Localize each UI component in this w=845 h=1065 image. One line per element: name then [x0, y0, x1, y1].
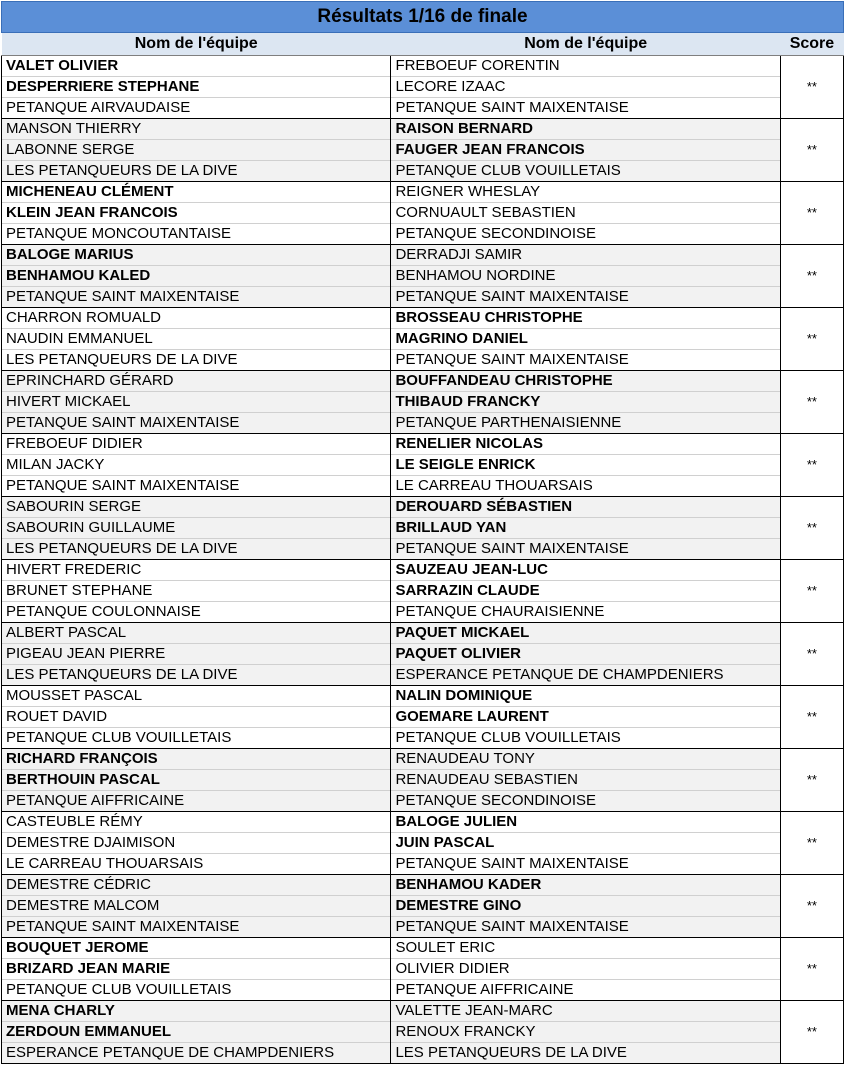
table-row — [2, 581, 844, 602]
table-row — [2, 875, 844, 896]
club-name-team2: PETANQUE CHAURAISIENNE — [391, 602, 780, 623]
table-row — [2, 770, 844, 791]
match-14 — [2, 875, 844, 938]
score-cell: ** — [780, 497, 843, 560]
score-cell: ** — [780, 875, 843, 938]
player-name-team2: REIGNER WHESLAY — [391, 182, 780, 203]
player-name-team2: THIBAUD FRANCKY — [391, 392, 780, 413]
table-row — [2, 182, 844, 203]
club-name-team1: LES PETANQUEURS DE LA DIVE — [2, 539, 391, 560]
table-row — [2, 623, 844, 644]
score-cell: ** — [780, 308, 843, 371]
score-cell: ** — [780, 245, 843, 308]
table-row — [2, 602, 844, 623]
match-3 — [2, 182, 844, 245]
score-cell: ** — [780, 1001, 843, 1064]
player-name-team2: CORNUAULT SEBASTIEN — [391, 203, 780, 224]
score-cell: ** — [780, 938, 843, 1001]
table-row — [2, 917, 844, 938]
player-name-team2: BROSSEAU CHRISTOPHE — [391, 308, 780, 329]
match-2 — [2, 119, 844, 182]
player-name-team1: MENA CHARLY — [2, 1001, 391, 1022]
match-13 — [2, 812, 844, 875]
club-name-team1: PETANQUE SAINT MAIXENTAISE — [2, 413, 391, 434]
table-row — [2, 896, 844, 917]
match-9 — [2, 560, 844, 623]
club-name-team1: PETANQUE SAINT MAIXENTAISE — [2, 287, 391, 308]
player-name-team1: ROUET DAVID — [2, 707, 391, 728]
player-name-team2: PAQUET MICKAEL — [391, 623, 780, 644]
player-name-team1: VALET OLIVIER — [2, 56, 391, 77]
player-name-team2: DEMESTRE GINO — [391, 896, 780, 917]
table-row — [2, 1043, 844, 1064]
player-name-team2: LE SEIGLE ENRICK — [391, 455, 780, 476]
club-name-team1: LES PETANQUEURS DE LA DIVE — [2, 665, 391, 686]
player-name-team1: HIVERT MICKAEL — [2, 392, 391, 413]
score-cell: ** — [780, 371, 843, 434]
player-name-team2: FAUGER JEAN FRANCOIS — [391, 140, 780, 161]
player-name-team2: JUIN PASCAL — [391, 833, 780, 854]
table-row — [2, 140, 844, 161]
table-row — [2, 434, 844, 455]
player-name-team2: NALIN DOMINIQUE — [391, 686, 780, 707]
team1-column-header: Nom de l'équipe — [2, 33, 391, 56]
club-name-team2: PETANQUE AIFFRICAINE — [391, 980, 780, 1001]
table-row — [2, 539, 844, 560]
player-name-team1: DESPERRIERE STEPHANE — [2, 77, 391, 98]
player-name-team1: FREBOEUF DIDIER — [2, 434, 391, 455]
team2-column-header: Nom de l'équipe — [391, 33, 780, 56]
player-name-team2: DERRADJI SAMIR — [391, 245, 780, 266]
player-name-team2: SAUZEAU JEAN-LUC — [391, 560, 780, 581]
table-row — [2, 287, 844, 308]
player-name-team1: DEMESTRE MALCOM — [2, 896, 391, 917]
player-name-team1: MANSON THIERRY — [2, 119, 391, 140]
player-name-team2: RAISON BERNARD — [391, 119, 780, 140]
player-name-team2: VALETTE JEAN-MARC — [391, 1001, 780, 1022]
score-cell: ** — [780, 182, 843, 245]
table-row — [2, 308, 844, 329]
player-name-team1: EPRINCHARD GÉRARD — [2, 371, 391, 392]
player-name-team2: BENHAMOU NORDINE — [391, 266, 780, 287]
match-6 — [2, 371, 844, 434]
player-name-team2: RENAUDEAU TONY — [391, 749, 780, 770]
player-name-team2: SOULET ERIC — [391, 938, 780, 959]
table-row — [2, 161, 844, 182]
match-15 — [2, 938, 844, 1001]
match-1 — [2, 56, 844, 119]
player-name-team1: MILAN JACKY — [2, 455, 391, 476]
club-name-team2: PETANQUE PARTHENAISIENNE — [391, 413, 780, 434]
player-name-team1: BERTHOUIN PASCAL — [2, 770, 391, 791]
player-name-team1: DEMESTRE DJAIMISON — [2, 833, 391, 854]
table-row — [2, 686, 844, 707]
player-name-team2: DEROUARD SÉBASTIEN — [391, 497, 780, 518]
player-name-team2: OLIVIER DIDIER — [391, 959, 780, 980]
player-name-team2: BOUFFANDEAU CHRISTOPHE — [391, 371, 780, 392]
table-row — [2, 665, 844, 686]
player-name-team2: SARRAZIN CLAUDE — [391, 581, 780, 602]
table-row — [2, 245, 844, 266]
match-4 — [2, 245, 844, 308]
player-name-team1: LABONNE SERGE — [2, 140, 391, 161]
table-row — [2, 224, 844, 245]
player-name-team1: KLEIN JEAN FRANCOIS — [2, 203, 391, 224]
table-row — [2, 203, 844, 224]
table-row — [2, 644, 844, 665]
table-row — [2, 350, 844, 371]
club-name-team2: ESPERANCE PETANQUE DE CHAMPDENIERS — [391, 665, 780, 686]
player-name-team2: FREBOEUF CORENTIN — [391, 56, 780, 77]
table-row — [2, 560, 844, 581]
player-name-team1: RICHARD FRANÇOIS — [2, 749, 391, 770]
table-row — [2, 56, 844, 77]
table-row — [2, 329, 844, 350]
club-name-team2: PETANQUE SECONDINOISE — [391, 224, 780, 245]
table-row — [2, 980, 844, 1001]
player-name-team1: BOUQUET JEROME — [2, 938, 391, 959]
club-name-team1: PETANQUE AIRVAUDAISE — [2, 98, 391, 119]
table-row — [2, 959, 844, 980]
table-row — [2, 413, 844, 434]
table-row — [2, 749, 844, 770]
player-name-team1: BRUNET STEPHANE — [2, 581, 391, 602]
table-row — [2, 1022, 844, 1043]
club-name-team1: LES PETANQUEURS DE LA DIVE — [2, 161, 391, 182]
player-name-team2: LECORE IZAAC — [391, 77, 780, 98]
player-name-team2: RENOUX FRANCKY — [391, 1022, 780, 1043]
player-name-team2: GOEMARE LAURENT — [391, 707, 780, 728]
club-name-team2: PETANQUE SAINT MAIXENTAISE — [391, 350, 780, 371]
match-5 — [2, 308, 844, 371]
player-name-team2: BENHAMOU KADER — [391, 875, 780, 896]
player-name-team1: CASTEUBLE RÉMY — [2, 812, 391, 833]
table-row — [2, 98, 844, 119]
table-row — [2, 812, 844, 833]
club-name-team1: PETANQUE COULONNAISE — [2, 602, 391, 623]
club-name-team2: LE CARREAU THOUARSAIS — [391, 476, 780, 497]
club-name-team2: PETANQUE SAINT MAIXENTAISE — [391, 287, 780, 308]
club-name-team2: PETANQUE SAINT MAIXENTAISE — [391, 98, 780, 119]
table-row — [2, 392, 844, 413]
club-name-team1: PETANQUE CLUB VOUILLETAIS — [2, 728, 391, 749]
club-name-team2: PETANQUE CLUB VOUILLETAIS — [391, 728, 780, 749]
results-table — [1, 1, 844, 1064]
player-name-team1: BALOGE MARIUS — [2, 245, 391, 266]
club-name-team1: PETANQUE MONCOUTANTAISE — [2, 224, 391, 245]
player-name-team1: CHARRON ROMUALD — [2, 308, 391, 329]
player-name-team1: ZERDOUN EMMANUEL — [2, 1022, 391, 1043]
table-row — [2, 938, 844, 959]
player-name-team2: RENELIER NICOLAS — [391, 434, 780, 455]
player-name-team1: MICHENEAU CLÉMENT — [2, 182, 391, 203]
player-name-team1: DEMESTRE CÉDRIC — [2, 875, 391, 896]
player-name-team1: ALBERT PASCAL — [2, 623, 391, 644]
match-16 — [2, 1001, 844, 1064]
club-name-team1: PETANQUE SAINT MAIXENTAISE — [2, 917, 391, 938]
club-name-team1: LES PETANQUEURS DE LA DIVE — [2, 350, 391, 371]
player-name-team1: SABOURIN SERGE — [2, 497, 391, 518]
table-row — [2, 119, 844, 140]
table-row — [2, 455, 844, 476]
table-row — [2, 266, 844, 287]
match-8 — [2, 497, 844, 560]
table-row — [2, 833, 844, 854]
table-row — [2, 518, 844, 539]
table-row — [2, 707, 844, 728]
score-cell: ** — [780, 623, 843, 686]
player-name-team2: BALOGE JULIEN — [391, 812, 780, 833]
match-10 — [2, 623, 844, 686]
club-name-team1: PETANQUE SAINT MAIXENTAISE — [2, 476, 391, 497]
match-7 — [2, 434, 844, 497]
club-name-team1: LE CARREAU THOUARSAIS — [2, 854, 391, 875]
club-name-team2: PETANQUE CLUB VOUILLETAIS — [391, 161, 780, 182]
player-name-team1: MOUSSET PASCAL — [2, 686, 391, 707]
score-column-header: Score — [780, 33, 843, 56]
score-cell: ** — [780, 119, 843, 182]
score-cell: ** — [780, 749, 843, 812]
club-name-team2: PETANQUE SAINT MAIXENTAISE — [391, 854, 780, 875]
club-name-team2: PETANQUE SECONDINOISE — [391, 791, 780, 812]
score-cell: ** — [780, 812, 843, 875]
table-row — [2, 854, 844, 875]
table-row — [2, 728, 844, 749]
club-name-team2: PETANQUE SAINT MAIXENTAISE — [391, 917, 780, 938]
table-row — [2, 371, 844, 392]
table-row — [2, 1001, 844, 1022]
score-cell: ** — [780, 434, 843, 497]
score-cell: ** — [780, 560, 843, 623]
player-name-team2: MAGRINO DANIEL — [391, 329, 780, 350]
player-name-team1: BENHAMOU KALED — [2, 266, 391, 287]
club-name-team1: PETANQUE CLUB VOUILLETAIS — [2, 980, 391, 1001]
club-name-team2: PETANQUE SAINT MAIXENTAISE — [391, 539, 780, 560]
page-title: Résultats 1/16 de finale — [2, 2, 844, 33]
table-row — [2, 791, 844, 812]
player-name-team1: SABOURIN GUILLAUME — [2, 518, 391, 539]
table-row — [2, 476, 844, 497]
score-cell: ** — [780, 56, 843, 119]
score-cell: ** — [780, 686, 843, 749]
table-row — [2, 497, 844, 518]
player-name-team1: PIGEAU JEAN PIERRE — [2, 644, 391, 665]
player-name-team1: HIVERT FREDERIC — [2, 560, 391, 581]
table-row — [2, 77, 844, 98]
match-11 — [2, 686, 844, 749]
player-name-team1: BRIZARD JEAN MARIE — [2, 959, 391, 980]
club-name-team1: ESPERANCE PETANQUE DE CHAMPDENIERS — [2, 1043, 391, 1064]
club-name-team1: PETANQUE AIFFRICAINE — [2, 791, 391, 812]
player-name-team1: NAUDIN EMMANUEL — [2, 329, 391, 350]
player-name-team2: PAQUET OLIVIER — [391, 644, 780, 665]
player-name-team2: BRILLAUD YAN — [391, 518, 780, 539]
club-name-team2: LES PETANQUEURS DE LA DIVE — [391, 1043, 780, 1064]
player-name-team2: RENAUDEAU SEBASTIEN — [391, 770, 780, 791]
match-12 — [2, 749, 844, 812]
